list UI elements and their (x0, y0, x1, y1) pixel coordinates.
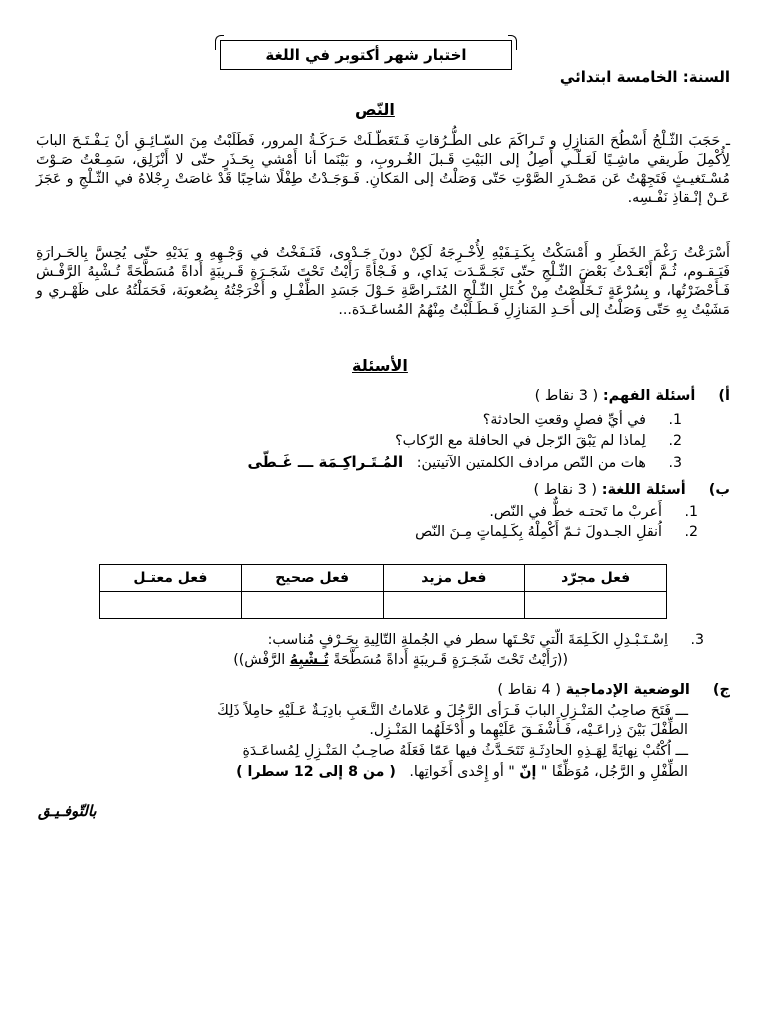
scroll-corner-left (215, 35, 224, 50)
group-b-points: ( 3 نقاط ) (533, 482, 598, 498)
question-a1-num: 1. (668, 412, 682, 428)
group-a-title: أسئلة الفهم: (602, 388, 696, 404)
group-a-points: ( 3 نقاط ) (534, 388, 599, 404)
question-a1-text: في أيِّ فصلٍ وقعتِ الحادثة؟ (482, 412, 646, 428)
situation-line-3: ـــ اُكْتُبْ نِهايَةً لِهَـذِهِ الحادِثَـةِ تَتَحَـدَّثُ فيها عَمّا فَعَلَهُ صاحِـبُ المَنْـزِلِ لِمُساعَـدَةِ (242, 743, 688, 759)
question-b3-text: اِسْـتَـبْـدِلِ الكَـلِمَةَ الّتي تَحْـتَها سطر في الجُملةِ التّالِيةِ بِحَـرْفٍ مُناسب: (267, 632, 668, 648)
verbs-cell-empty[interactable] (525, 592, 667, 619)
situation-line-2: الطِّفْلَ بَيْنَ ذِراعَـيْه، فَـأَشْفَـقَ عَلَيْهِما و أَدْخَلَهُما المَنْـزِل. (369, 722, 688, 738)
verbs-col-sahih: فعل صحيح (241, 565, 383, 592)
sentence-underlined-word: تُـشْبِهُ (289, 652, 329, 668)
question-a2-num: 2. (668, 433, 682, 449)
question-a3-num: 3. (668, 455, 682, 471)
group-c-points: ( 4 نقاط ) (497, 682, 561, 698)
situation-line-1: ـــ فَتَحَ صاحِبُ المَنْـزِلِ البابَ فَـرَأى الرَّجُلَ و عَلاماتُ التَّـعَبِ بادِيَـةٌ عَـلَيْهِ حامِلاً ذَلِكَ (217, 703, 688, 719)
verbs-cell-empty[interactable] (100, 592, 242, 619)
situation-line-4 (236, 764, 688, 780)
verbs-table-empty-row (100, 592, 667, 619)
question-b3-sentence (233, 652, 568, 668)
group-c-letter: ج) (712, 682, 730, 698)
verbs-table (99, 564, 667, 619)
verbs-cell-empty[interactable] (383, 592, 525, 619)
group-b-title: أسئلة اللغة: (601, 482, 686, 498)
group-c-header (497, 682, 730, 698)
situation-line-4-inna: إنّ (519, 764, 537, 780)
group-a-header (535, 388, 730, 404)
verbs-col-moatal: فعل معتـل (100, 565, 242, 592)
grade-level: السنة: الخامسة ابتدائي (559, 68, 730, 86)
verbs-cell-empty[interactable] (241, 592, 383, 619)
question-a3 (247, 453, 682, 471)
question-b1 (489, 504, 698, 520)
verbs-table-header-row (100, 565, 667, 592)
text-heading: النّص (355, 100, 395, 119)
closing-wish: بالتّوفـيـق (38, 802, 97, 820)
situation-line-count: ( من 8 إلى 12 سطرا ) (236, 764, 396, 780)
question-b3 (268, 632, 704, 648)
question-a2-text: لِماذا لم يَبْقَ الرّجل في الحافلة مع الرّكاب؟ (395, 433, 646, 449)
group-c-title: الوضعية الإدماجية (565, 682, 690, 698)
question-b1-text: أَعربْ ما تَحتـه خطٌّ في النّص. (489, 504, 662, 520)
question-b2-text: اُنقلِ الجـدولَ ثـمّ أَكْمِلْهُ بِكَـلِماتٍ مِـنَ النّص (415, 524, 662, 540)
group-b-header (534, 482, 730, 498)
question-a2 (395, 433, 682, 449)
question-a1 (483, 412, 682, 428)
exam-title-box (220, 40, 512, 70)
text-paragraph-2: أَسْرَعْتُ رَغْمَ الخَطَرِ و أَمْسَكْتُ بِكَـتِـفَيْهِ لِأُخْـرِجَهُ لَكِنْ دونَ جَـدْوى، فَنَـفَخْتُ في وَجْـهِهِ و يَدَيْهِ حتّى يُحِسَّ بِالحَـرارَةِ فَيَـقـوم، ثُـمَّ أَبْعَـدْتُ بَعْضَ الثّـلْجِ حتّى تَجَـمَّـدَت يَداي، و فَـجْأَةً رَأَيْتُ تَحْتَ شَجَـرَةٍ قَـريبَةٍ أَداةً مُسَطَّحَةً تُـشْبِهُ الرَّفْـش فَـأَحْضَرْتُها، و بِسُرْعَةٍ تَـخَلَّصْتُ مِنْ كُـتَلِ الثّـلْجِ المُتَـراصَّةِ حَـوْلَ جَسَدِ الطِّفْـلِ و أَخْرَجْتُهُ بِصُعوبَة، فَحَمَلْتُهُ على ظَهْـري و مَشَيْتُ بِهِ حَتّى وَصَلْتُ إلى أَحَـدِ المَنازِلِ فَـطَـلَبْتُ مِنْهُمُ المُساعَـدَة... (36, 245, 730, 318)
questions-heading: الأسئلة (352, 356, 408, 375)
sentence-before: ((رَأَيْتُ تَحْتَ شَجَـرَةٍ قَـريبَةٍ أَداةً مُسَطَّحَةً (333, 652, 568, 668)
question-b1-num: 1. (684, 504, 698, 520)
exam-title: اختبار شهر أكتوبر في اللغة (265, 46, 467, 64)
question-b3-num: 3. (690, 632, 704, 648)
scroll-corner-right (508, 35, 517, 50)
question-b2-num: 2. (684, 524, 698, 540)
verbs-col-mazid: فعل مزيد (383, 565, 525, 592)
group-b-letter: ب) (708, 482, 730, 498)
situation-line-4-start: الطِّفْلِ و الرَّجُل، مُوَظِّفًا " (540, 764, 688, 780)
sentence-after: الرَّفْش)) (233, 652, 286, 668)
group-a-letter: أ) (718, 388, 730, 404)
text-paragraph-1: ـ حَجَبَ الثّـلْجُ أَسْطُحَ المَنازِلِ و تَـراكَمَ على الطُّـرُقاتِ فَـتَعَطّـلَتْ حَـرَكَـةُ المرور، فَطَلَبْتُ مِنَ السّـائِـقِ أنْ يَـفْـتَـحَ البابَ لِأُكْمِلَ طَريقي ماشِـيًا لَعَـلّـي أَصِلُ إلى البَيْتِ قَـبلَ الغُـروبِ، و بَيْنَما أنا أَمْشي بِحَـذَرٍ حتّى لا أَنْزَلِق، سَمِـعْتُ صَـوْتَ مُسْـتَغيـثٍ فَتَجِهْتُ عَن مَصْـدَرِ الصَّوْتِ حَتّى وَصَلْتُ إلى المَكانِ. فَـوَجَـدْتُ طِفْلًا شاحِبًا قَدْ غاصَتْ رِجْلاهُ في الثّـلْجِ و عَجَزَ عَـنْ إنْـقاذِ نَفْـسِه. (36, 133, 730, 206)
verbs-col-mujarrad: فعل مجرّد (525, 565, 667, 592)
question-b2 (415, 524, 698, 540)
question-a3-text: هات من النّص مرادف الكلمتين الآتيتين: (416, 455, 646, 471)
situation-line-4-mid: " أو إِحْدى أَخَواتِها. (409, 764, 515, 780)
question-a3-words: المُـتَـراكِـمَة ـــ غَـطّى (247, 453, 404, 471)
